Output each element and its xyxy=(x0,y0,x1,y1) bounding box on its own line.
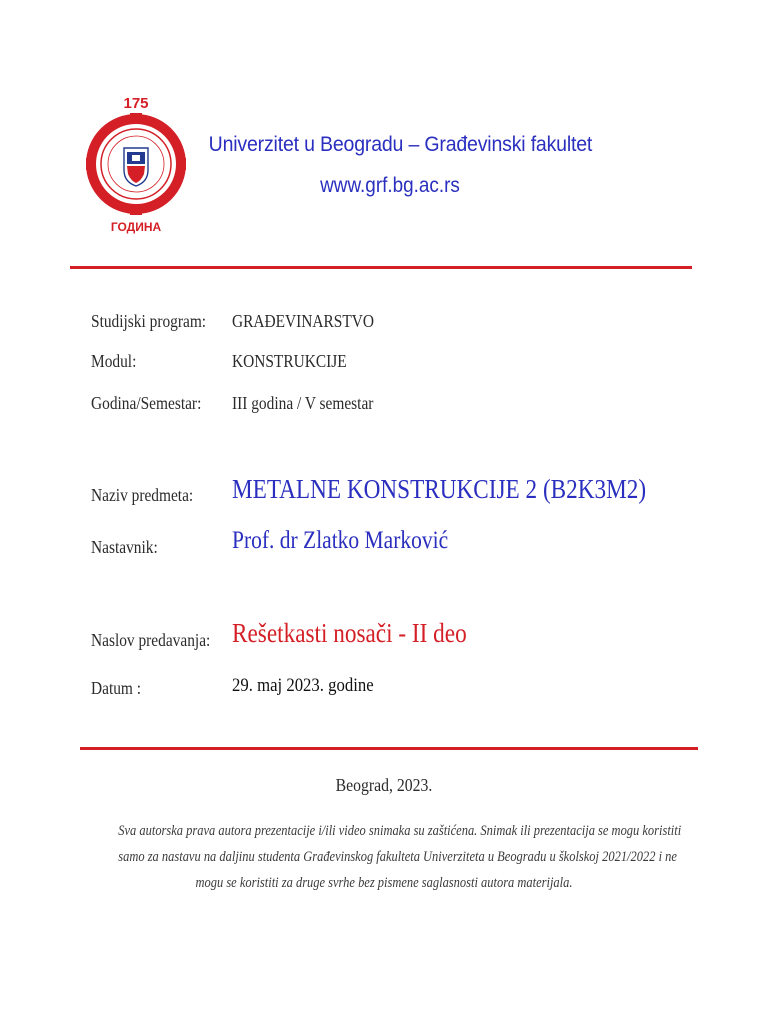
date-label: Datum : xyxy=(91,678,142,698)
university-name: Univerzitet u Beogradu – Građevinski fakultet xyxy=(208,133,593,156)
faculty-logo xyxy=(86,86,186,242)
copyright-notice xyxy=(75,818,693,896)
program-value: GRAĐEVINARSTVO xyxy=(232,311,375,331)
year-semester-value: III godina / V semestar xyxy=(232,393,374,413)
notice-line: mogu se koristiti za druge svrhe bez pismene saglasnosti autora materijala. xyxy=(195,875,573,891)
bottom-divider xyxy=(80,747,698,750)
lecture-title: Rešetkasti nosači - II deo xyxy=(232,618,467,648)
notice-line: Sva autorska prava autora prezentacije i/ili video snimaka su zaštićena. Snimak ili prezentacija se mogu koristiti xyxy=(118,823,682,839)
module-value: KONSTRUKCIJE xyxy=(232,351,347,371)
logo-number: 175 xyxy=(123,95,149,112)
subject-title: METALNE KONSTRUKCIJE 2 (B2K3M2) xyxy=(232,474,647,504)
top-divider xyxy=(70,266,692,269)
year-semester-label: Godina/Semestar: xyxy=(91,393,202,413)
website-link[interactable]: www.grf.bg.ac.rs xyxy=(320,174,460,197)
teacher-label: Nastavnik: xyxy=(91,537,158,557)
teacher-name: Prof. dr Zlatko Marković xyxy=(232,527,449,554)
lecture-title-label: Naslov predavanja: xyxy=(91,630,211,650)
logo-word: ГОДИНА xyxy=(110,220,162,234)
notice-line: samo za nastavu na daljinu studenta Građevinskog fakulteta Univerziteta u Beogradu u školskoj 2021/2022 i ne xyxy=(118,849,677,865)
city-year: Beograd, 2023. xyxy=(335,775,433,795)
subject-label: Naziv predmeta: xyxy=(91,485,194,505)
date-value: 29. maj 2023. godine xyxy=(232,675,374,696)
program-label: Studijski program: xyxy=(91,311,207,331)
module-label: Modul: xyxy=(91,351,137,371)
